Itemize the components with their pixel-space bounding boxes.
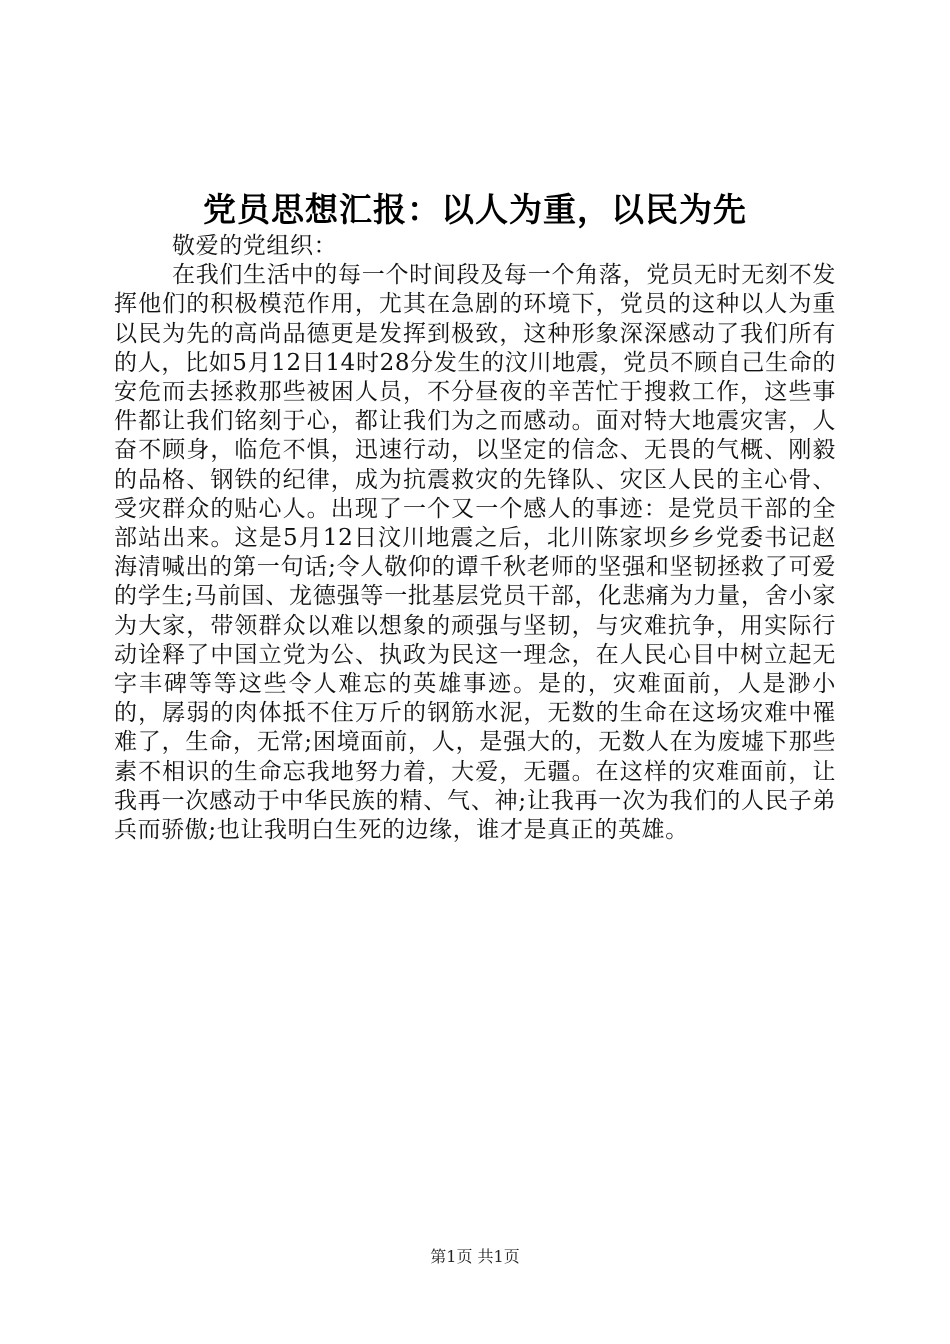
document-body	[114, 232, 836, 845]
page-footer: 第1页 共1页	[430, 1247, 520, 1266]
document-title: 党员思想汇报：以人为重，以民为先	[203, 190, 747, 229]
body-paragraph: 在我们生活中的每一个时间段及每一个角落，党员无时无刻不发挥他们的积极模范作用，尤其在急剧的环境下，党员的这种以人为重以民为先的高尚品德更是发挥到极致，这种形象深深感动了我们所有的人，比如5月12日14时28分发生的汶川地震，党员不顾自己生命的安危而去拯救那些被困人员，不分昼夜的辛苦忙于搜救工作，这些事件都让我们铭刻于心，都让我们为之而感动。面对特大地震灾害，人奋不顾身，临危不惧，迅速行动，以坚定的信念、无畏的气概、刚毅的品格、钢铁的纪律，成为抗震救灾的先锋队、灾区人民的主心骨、受灾群众的贴心人。出现了一个又一个感人的事迹：是党员干部的全部站出来。这是5月12日汶川地震之后，北川陈家坝乡乡党委书记赵海清喊出的第一句话;令人敬仰的谭千秋老师的坚强和坚韧拯救了可爱的学生;马前国、龙德强等一批基层党员干部，化悲痛为力量，舍小家为大家，带领群众以难以想象的顽强与坚韧，与灾难抗争，用实际行动诠释了中国立党为公、执政为民这一理念，在人民心目中树立起无字丰碑等等这些令人难忘的英雄事迹。是的，灾难面前，人是渺小的，孱弱的肉体抵不住万斤的钢筋水泥，无数的生命在这场灾难中罹难了，生命，无常;困境面前，人，是强大的，无数人在为废墟下那些素不相识的生命忘我地努力着，大爱，无疆。在这样的灾难面前，让我再一次感动于中华民族的精、气、神;让我再一次为我们的人民子弟兵而骄傲;也让我明白生死的边缘，谁才是真正的英雄。	[114, 262, 836, 844]
salutation: 敬爱的党组织：	[172, 233, 338, 259]
